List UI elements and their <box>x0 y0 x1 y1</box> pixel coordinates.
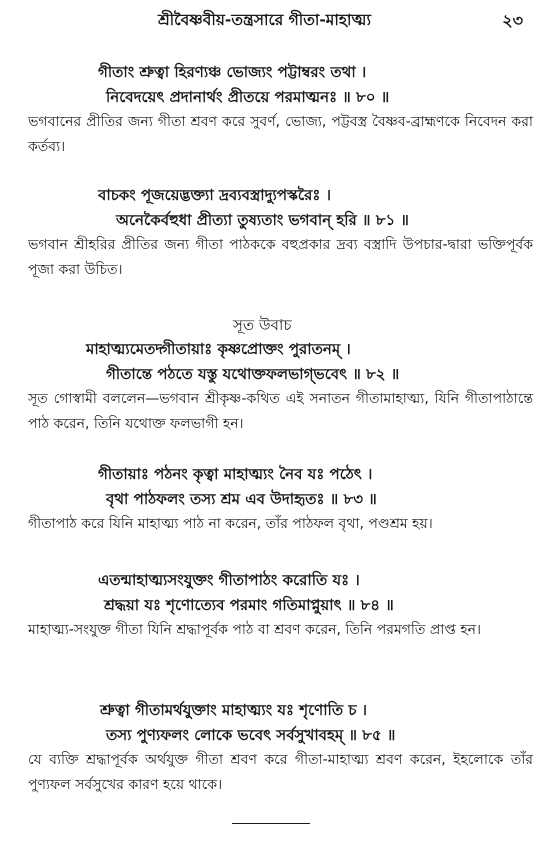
bengali-translation: যে ব্যক্তি শ্রদ্ধাপূর্বক অর্থযুক্ত গীতা শ্রবণ করে গীতা-মাহাত্ম্য শ্রবণ করেন, ইহলোকে তাঁর পুণ্যফল সর্বসুখের কারণ হয়ে থাকে। <box>28 752 533 793</box>
sanskrit-verse-line: গীতায়াঃ পঠনং কৃত্বা মাহাত্ম্যং নৈব যঃ পঠেৎ । <box>98 465 373 483</box>
page-number: ২৩ <box>502 11 523 30</box>
sanskrit-verse-line: এতন্মাহাত্ম্যসংযুক্তং গীতাপাঠং করোতি যঃ । <box>98 571 360 589</box>
bengali-translation: সূত গোস্বামী বললেন—ভগবান শ্রীকৃষ্ণ-কথিত এই সনাতন গীতামাহাত্ম্য, যিনি গীতাপাঠান্তে পাঠ করেন, তিনি যথোক্ত ফলভাগী হন। <box>28 391 533 432</box>
sanskrit-verse-line: শ্রুত্বা গীতামর্থযুক্তাং মাহাত্ম্যং যঃ শৃণোতি চ । <box>100 701 368 719</box>
sanskrit-verse-line: শ্রদ্ধয়া যঃ শৃণোত্যেব পরমাং গতিমাপ্নুয়াৎ ॥ ৮৪ ॥ <box>104 596 394 614</box>
bengali-translation: মাহাত্ম্য-সংযুক্ত গীতা যিনি শ্রদ্ধাপূর্বক পাঠ বা শ্রবণ করেন, তিনি পরমগতি প্রাপ্ত হন। <box>28 622 482 638</box>
bengali-translation: ভগবান শ্রীহরির প্রীতির জন্য গীতা পাঠককে বহুপ্রকার দ্রব্য বস্ত্রাদি উপচার-দ্বারা ভক্তিপূর্বক পূজা করা উচিত। <box>28 237 533 278</box>
verse-block-83 <box>28 462 533 537</box>
verse-block-84 <box>28 568 533 643</box>
running-head <box>28 8 533 34</box>
bengali-translation: গীতাপাঠ করে যিনি মাহাত্ম্য পাঠ না করেন, তাঁর পাঠফল বৃথা, পণ্ডশ্রম হয়। <box>28 516 433 532</box>
closing-divider <box>232 823 310 824</box>
sanskrit-verse-line: গীতান্তে পঠতে যস্তু যথোক্তফলভাগ্ভবেৎ ॥ ৮২ ॥ <box>106 365 400 383</box>
verse-block-82 <box>28 313 533 437</box>
verse-block-81 <box>28 183 533 283</box>
verse-block-85 <box>28 698 533 798</box>
section-heading: সূত উবাচ <box>233 316 292 334</box>
sanskrit-verse-line: বৃথা পাঠফলং তস্য শ্রম এব উদাহৃতঃ ॥ ৮৩ ॥ <box>106 490 377 508</box>
sanskrit-verse-line: অনেকৈর্বহুধা প্রীত্যা তুষ্যতাং ভগবান্‌ হরি ॥ ৮১ ॥ <box>116 211 409 229</box>
sanskrit-verse-line: নিবেদয়েৎ প্রদানার্থং প্রীতয়ে পরমাত্মনঃ ॥ ৮০ ॥ <box>106 88 390 106</box>
verse-block-80 <box>28 60 533 160</box>
bengali-translation: ভগবানের প্রীতির জন্য গীতা শ্রবণ করে সুবর্ণ, ভোজ্য, পট্টবস্ত্র বৈষ্ণব-ব্রাহ্মণকে নিবেদন করা কর্তব্য। <box>28 114 533 155</box>
sanskrit-verse-line: গীতাং শ্রুত্বা হিরণ্যঞ্চ ভোজ্যং পট্টাম্বরং তথা । <box>98 63 367 81</box>
running-title: শ্রীবৈষ্ণবীয়-তন্ত্রসারে গীতা-মাহাত্ম্য <box>158 11 371 29</box>
sanskrit-verse-line: তস্য পুণ্যফলং লোকে ভবেৎ সর্বসুখাবহম্‌ ॥ ৮৫ ॥ <box>106 726 396 744</box>
sanskrit-verse-line: মাহাত্ম্যমেতদ্গীতায়াঃ কৃষ্ণপ্রোক্তং পুরাতনম্‌ । <box>86 340 351 358</box>
sanskrit-verse-line: বাচকং পূজয়েদ্ভক্ত্যা দ্রব্যবস্ত্রাদ্যুপস্করৈঃ । <box>98 186 331 204</box>
